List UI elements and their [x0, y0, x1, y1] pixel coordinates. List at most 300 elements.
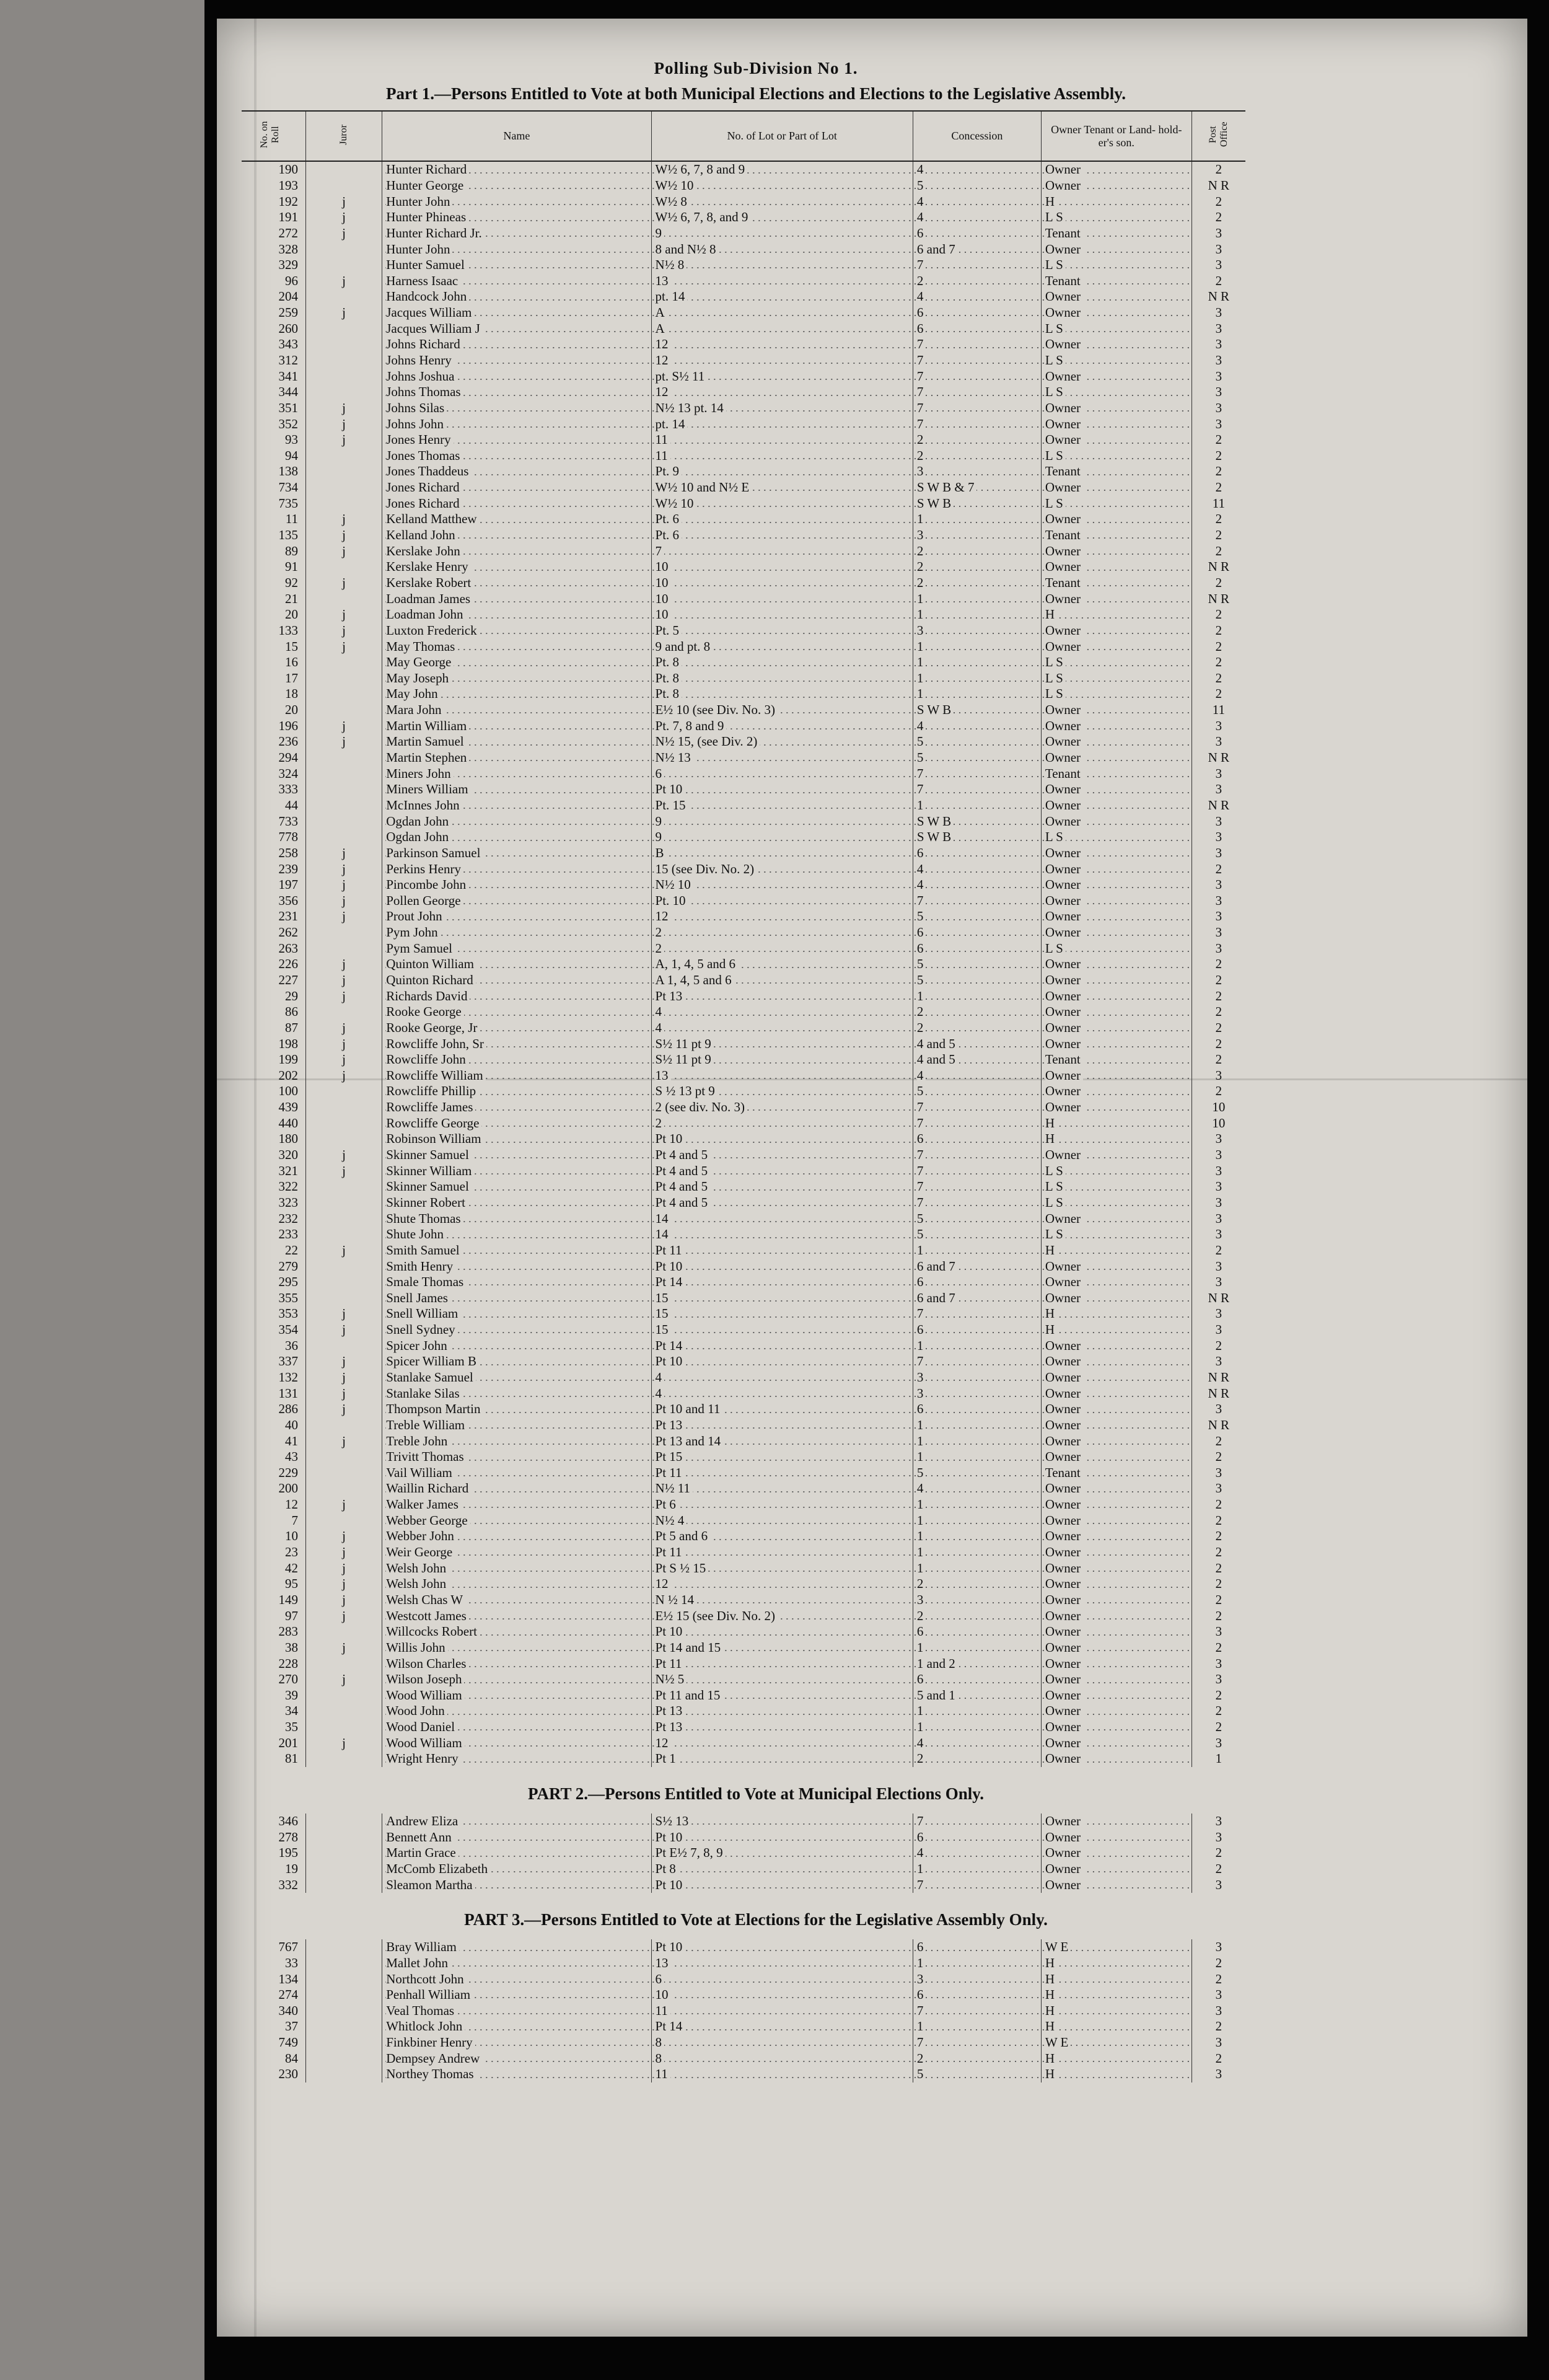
- post-office: 3: [1191, 813, 1245, 829]
- part2-table: [242, 1814, 1245, 1893]
- table-row: [242, 1528, 1245, 1545]
- juror-mark: [305, 750, 382, 766]
- juror-mark: [305, 2003, 382, 2019]
- roll-number: 133: [278, 622, 298, 638]
- lot-number: 13: [651, 273, 913, 289]
- owner-status: H: [1041, 1987, 1191, 2003]
- lot-number: N½ 4: [651, 1512, 913, 1528]
- lot-number: N½ 13 pt. 14: [651, 400, 913, 416]
- owner-status: L S: [1041, 320, 1191, 337]
- roll-number: 138: [278, 464, 298, 479]
- owner-status: Owner: [1041, 591, 1191, 607]
- lot-number: Pt 13 and 14: [651, 1433, 913, 1449]
- concession: 4: [913, 209, 1041, 226]
- juror-mark: [305, 2019, 382, 2035]
- owner-status: Owner: [1041, 623, 1191, 639]
- juror-mark: [305, 1481, 382, 1497]
- owner-status: Owner: [1041, 1814, 1191, 1830]
- roll-number: 341: [278, 368, 298, 384]
- owner-status: Owner: [1041, 1020, 1191, 1036]
- table-row: [242, 1719, 1245, 1735]
- juror-mark: [305, 591, 382, 607]
- lot-number: 10: [651, 575, 913, 591]
- lot-number: Pt. 6: [651, 527, 913, 544]
- owner-status: Owner: [1041, 161, 1191, 178]
- lot-number: Pt 1: [651, 1751, 913, 1767]
- table-row: [242, 1322, 1245, 1338]
- voter-name: Vail William: [382, 1465, 651, 1481]
- juror-mark: [305, 1751, 382, 1767]
- juror-mark: [305, 1465, 382, 1481]
- roll-number: 328: [278, 241, 298, 257]
- voter-name: Jones Richard: [382, 480, 651, 496]
- roll-number: 321: [278, 1163, 298, 1178]
- voter-name: Andrew Eliza: [382, 1814, 651, 1830]
- table-row: [242, 1955, 1245, 1972]
- juror-mark: [305, 1987, 382, 2003]
- table-row: [242, 1608, 1245, 1624]
- concession: 7: [913, 1147, 1041, 1163]
- juror-mark: j: [305, 623, 382, 639]
- voter-name: Bray William: [382, 1939, 651, 1955]
- lot-number: Pt 11: [651, 1243, 913, 1259]
- post-office: 3: [1191, 1481, 1245, 1497]
- lot-number: Pt 10: [651, 1829, 913, 1845]
- concession: 6: [913, 1131, 1041, 1147]
- lot-number: 10: [651, 591, 913, 607]
- juror-mark: [305, 2050, 382, 2066]
- concession: 4: [913, 161, 1041, 178]
- voter-name: Jones Thaddeus: [382, 464, 651, 480]
- post-office: 3: [1191, 1672, 1245, 1688]
- owner-status: Owner: [1041, 1845, 1191, 1861]
- roll-number: 232: [278, 1210, 298, 1226]
- lot-number: A: [651, 320, 913, 337]
- juror-mark: j: [305, 1560, 382, 1576]
- roll-number: 19: [284, 1861, 298, 1876]
- table-row: [242, 1512, 1245, 1528]
- owner-status: Owner: [1041, 1560, 1191, 1576]
- roll-number: 36: [284, 1338, 298, 1353]
- roll-number: 355: [278, 1290, 298, 1305]
- lot-number: 2: [651, 925, 913, 941]
- owner-status: L S: [1041, 1163, 1191, 1179]
- voter-name: Treble John: [382, 1433, 651, 1449]
- lot-number: Pt 11: [651, 1545, 913, 1561]
- post-office: 2: [1191, 671, 1245, 687]
- voter-name: Smith Samuel: [382, 1243, 651, 1259]
- table-row: [242, 607, 1245, 623]
- juror-mark: j: [305, 638, 382, 654]
- table-row: [242, 1735, 1245, 1751]
- table-row: [242, 1083, 1245, 1100]
- table-row: [242, 1672, 1245, 1688]
- roll-number: 262: [278, 925, 298, 940]
- owner-status: Owner: [1041, 1147, 1191, 1163]
- juror-mark: j: [305, 527, 382, 544]
- concession: 6 and 7: [913, 1290, 1041, 1306]
- juror-mark: j: [305, 400, 382, 416]
- table-row: [242, 241, 1245, 257]
- table-row: [242, 1939, 1245, 1955]
- juror-mark: j: [305, 972, 382, 989]
- owner-status: Owner: [1041, 1083, 1191, 1100]
- lot-number: Pt. 5: [651, 623, 913, 639]
- lot-number: Pt. 8: [651, 686, 913, 702]
- juror-mark: [305, 1512, 382, 1528]
- lot-number: 9 and pt. 8: [651, 638, 913, 654]
- juror-mark: j: [305, 861, 382, 877]
- concession: 2: [913, 1751, 1041, 1767]
- voter-name: Luxton Frederick: [382, 623, 651, 639]
- post-office: 2: [1191, 654, 1245, 671]
- table-row: [242, 638, 1245, 654]
- col-name: Name: [382, 111, 651, 161]
- post-office: 3: [1191, 1179, 1245, 1195]
- juror-mark: [305, 464, 382, 480]
- voter-name: Treble William: [382, 1417, 651, 1434]
- roll-number: 351: [278, 400, 298, 415]
- owner-status: L S: [1041, 1179, 1191, 1195]
- voter-name: Snell William: [382, 1306, 651, 1322]
- lot-number: 11: [651, 448, 913, 464]
- juror-mark: j: [305, 1243, 382, 1259]
- post-office: 2: [1191, 1004, 1245, 1020]
- concession: 5: [913, 956, 1041, 972]
- voter-name: Jones Richard: [382, 495, 651, 511]
- lot-number: Pt 10: [651, 1624, 913, 1640]
- table-row: [242, 416, 1245, 432]
- post-office: 2: [1191, 638, 1245, 654]
- post-office: 3: [1191, 1163, 1245, 1179]
- table-row: [242, 702, 1245, 718]
- table-row: [242, 2066, 1245, 2082]
- table-row: [242, 1576, 1245, 1592]
- juror-mark: [305, 1955, 382, 1972]
- voter-name: Wright Henry: [382, 1751, 651, 1767]
- juror-mark: [305, 1179, 382, 1195]
- voter-name: Loadman James: [382, 591, 651, 607]
- part2-heading: PART 2.—Persons Entitled to Vote at Municipal Elections Only.: [527, 1784, 985, 1803]
- owner-status: L S: [1041, 686, 1191, 702]
- owner-status: Owner: [1041, 178, 1191, 194]
- table-row: [242, 909, 1245, 925]
- owner-status: Owner: [1041, 289, 1191, 305]
- voter-name: Willis John: [382, 1640, 651, 1656]
- owner-status: L S: [1041, 940, 1191, 956]
- owner-status: L S: [1041, 671, 1191, 687]
- post-office: 3: [1191, 734, 1245, 750]
- roll-number: 274: [278, 1987, 298, 2003]
- juror-mark: j: [305, 1370, 382, 1386]
- lot-number: Pt. 8: [651, 671, 913, 687]
- concession: 1: [913, 671, 1041, 687]
- table-row: [242, 1545, 1245, 1561]
- lot-number: 9: [651, 226, 913, 242]
- owner-status: Owner: [1041, 813, 1191, 829]
- post-office: 2: [1191, 193, 1245, 209]
- owner-status: Owner: [1041, 1274, 1191, 1290]
- concession: 7: [913, 765, 1041, 782]
- owner-status: Owner: [1041, 1258, 1191, 1274]
- voter-name: Veal Thomas: [382, 2003, 651, 2019]
- table-row: [242, 2019, 1245, 2035]
- juror-mark: j: [305, 1735, 382, 1751]
- roll-number: 323: [278, 1194, 298, 1210]
- owner-status: Owner: [1041, 1370, 1191, 1386]
- post-office: 3: [1191, 1354, 1245, 1370]
- lot-number: Pt 6: [651, 1497, 913, 1513]
- owner-status: H: [1041, 2003, 1191, 2019]
- concession: 6: [913, 845, 1041, 862]
- table-row: [242, 1465, 1245, 1481]
- voter-name: Stanlake Silas: [382, 1385, 651, 1401]
- lot-number: Pt 14: [651, 1274, 913, 1290]
- post-office: N R: [1191, 591, 1245, 607]
- voter-name: Snell Sydney: [382, 1322, 651, 1338]
- post-office: 2: [1191, 1971, 1245, 1987]
- table-row: [242, 1258, 1245, 1274]
- table-row: [242, 1354, 1245, 1370]
- post-office: 10: [1191, 1115, 1245, 1131]
- concession: 5 and 1: [913, 1688, 1041, 1704]
- voter-name: Hunter Richard Jr.: [382, 226, 651, 242]
- post-office: 3: [1191, 1939, 1245, 1955]
- concession: 4 and 5: [913, 1052, 1041, 1068]
- concession: 2: [913, 543, 1041, 559]
- lot-number: Pt 13: [651, 1703, 913, 1719]
- juror-mark: j: [305, 1528, 382, 1545]
- concession: 4: [913, 1735, 1041, 1751]
- owner-status: Owner: [1041, 305, 1191, 321]
- table-row: [242, 320, 1245, 337]
- roll-number: 97: [284, 1608, 298, 1623]
- juror-mark: [305, 1845, 382, 1861]
- voter-name: Hunter John: [382, 241, 651, 257]
- concession: 1 and 2: [913, 1655, 1041, 1672]
- lot-number: N½ 11: [651, 1481, 913, 1497]
- juror-mark: j: [305, 1608, 382, 1624]
- concession: 5: [913, 1210, 1041, 1227]
- voter-name: Trivitt Thomas: [382, 1449, 651, 1465]
- lot-number: Pt 4 and 5: [651, 1195, 913, 1211]
- lot-number: W½ 10: [651, 178, 913, 194]
- concession: 6: [913, 1274, 1041, 1290]
- roll-number: 11: [285, 511, 298, 527]
- lot-number: 13: [651, 1068, 913, 1084]
- table-row: [242, 925, 1245, 941]
- concession: 7: [913, 337, 1041, 353]
- juror-mark: [305, 2035, 382, 2051]
- lot-number: 10: [651, 1987, 913, 2003]
- concession: 6: [913, 226, 1041, 242]
- juror-mark: [305, 654, 382, 671]
- owner-status: L S: [1041, 1227, 1191, 1243]
- voter-name: Martin Samuel: [382, 734, 651, 750]
- roll-number: 135: [278, 527, 298, 543]
- concession: 4: [913, 1068, 1041, 1084]
- concession: 6: [913, 305, 1041, 321]
- post-office: N R: [1191, 178, 1245, 194]
- owner-status: Tenant: [1041, 273, 1191, 289]
- concession: 1: [913, 1449, 1041, 1465]
- lot-number: 12: [651, 384, 913, 400]
- table-row: [242, 2050, 1245, 2066]
- post-office: 2: [1191, 448, 1245, 464]
- post-office: 3: [1191, 1306, 1245, 1322]
- owner-status: Owner: [1041, 1545, 1191, 1561]
- owner-status: Owner: [1041, 1401, 1191, 1417]
- post-office: 3: [1191, 226, 1245, 242]
- owner-status: Owner: [1041, 1751, 1191, 1767]
- juror-mark: j: [305, 1306, 382, 1322]
- concession: 2: [913, 1020, 1041, 1036]
- concession: 4: [913, 718, 1041, 734]
- owner-status: L S: [1041, 257, 1191, 273]
- roll-number: 192: [278, 193, 298, 209]
- roll-number: 96: [284, 273, 298, 288]
- concession: 7: [913, 1163, 1041, 1179]
- owner-status: Tenant: [1041, 1052, 1191, 1068]
- lot-number: 15: [651, 1306, 913, 1322]
- table-row: [242, 591, 1245, 607]
- col-post-office: Post Office: [1191, 111, 1245, 161]
- owner-status: Tenant: [1041, 1465, 1191, 1481]
- juror-mark: [305, 448, 382, 464]
- voter-name: Johns Henry: [382, 353, 651, 369]
- table-row: [242, 1829, 1245, 1845]
- roll-number: 199: [278, 1052, 298, 1067]
- owner-status: L S: [1041, 448, 1191, 464]
- post-office: 2: [1191, 464, 1245, 480]
- owner-status: Owner: [1041, 1592, 1191, 1608]
- concession: 7: [913, 353, 1041, 369]
- owner-status: Owner: [1041, 1735, 1191, 1751]
- table-row: [242, 1987, 1245, 2003]
- lot-number: 12: [651, 1735, 913, 1751]
- roll-number: 286: [278, 1401, 298, 1417]
- roll-number: 346: [278, 1814, 298, 1829]
- roll-number: 295: [278, 1274, 298, 1290]
- juror-mark: [305, 1083, 382, 1100]
- voter-name: Skinner Samuel: [382, 1179, 651, 1195]
- post-office: 3: [1191, 909, 1245, 925]
- table-row: [242, 1036, 1245, 1052]
- owner-status: Tenant: [1041, 464, 1191, 480]
- table-row: [242, 527, 1245, 544]
- lot-number: pt. 14: [651, 416, 913, 432]
- juror-mark: j: [305, 1020, 382, 1036]
- post-office: 2: [1191, 1608, 1245, 1624]
- juror-mark: [305, 1274, 382, 1290]
- table-row: [242, 1497, 1245, 1513]
- juror-mark: [305, 1417, 382, 1434]
- roll-number: 440: [278, 1115, 298, 1130]
- juror-mark: j: [305, 193, 382, 209]
- post-office: 2: [1191, 956, 1245, 972]
- post-office: N R: [1191, 289, 1245, 305]
- table-row: [242, 1290, 1245, 1306]
- lot-number: Pt 11: [651, 1465, 913, 1481]
- owner-status: Owner: [1041, 798, 1191, 814]
- owner-status: Owner: [1041, 909, 1191, 925]
- table-row: [242, 734, 1245, 750]
- post-office: 2: [1191, 1243, 1245, 1259]
- concession: 5: [913, 1227, 1041, 1243]
- owner-status: Owner: [1041, 1576, 1191, 1592]
- lot-number: E½ 10 (see Div. No. 3): [651, 702, 913, 718]
- table-row: [242, 575, 1245, 591]
- lot-number: Pt 8: [651, 1861, 913, 1877]
- table-row: [242, 956, 1245, 972]
- roll-number: 294: [278, 750, 298, 765]
- col-no-on-roll: No. on Roll: [242, 111, 305, 161]
- lot-number: Pt 15: [651, 1449, 913, 1465]
- owner-status: H: [1041, 2050, 1191, 2066]
- lot-number: Pt 10: [651, 782, 913, 798]
- roll-number: 196: [278, 718, 298, 733]
- roll-number: 320: [278, 1147, 298, 1163]
- roll-number: 29: [284, 988, 298, 1003]
- roll-number: 23: [284, 1545, 298, 1560]
- table-row: [242, 1147, 1245, 1163]
- owner-status: Owner: [1041, 1829, 1191, 1845]
- roll-number: 231: [278, 909, 298, 924]
- juror-mark: [305, 1115, 382, 1131]
- juror-mark: j: [305, 432, 382, 448]
- table-row: [242, 1052, 1245, 1068]
- owner-status: Owner: [1041, 972, 1191, 989]
- voter-name: Jacques William: [382, 305, 651, 321]
- roll-number: 37: [284, 2019, 298, 2034]
- roll-number: 439: [278, 1100, 298, 1115]
- roll-number: 259: [278, 305, 298, 320]
- lot-number: W½ 10 and N½ E: [651, 480, 913, 496]
- concession: 5: [913, 1465, 1041, 1481]
- lot-number: 9: [651, 829, 913, 845]
- post-office: 3: [1191, 1814, 1245, 1830]
- owner-status: Owner: [1041, 845, 1191, 862]
- juror-mark: [305, 1338, 382, 1354]
- roll-number: 18: [284, 686, 298, 702]
- concession: 1: [913, 686, 1041, 702]
- voter-name: Smale Thomas: [382, 1274, 651, 1290]
- owner-status: L S: [1041, 829, 1191, 845]
- post-office: 3: [1191, 829, 1245, 845]
- roll-number: 190: [278, 162, 298, 177]
- voter-name: Ogdan John: [382, 813, 651, 829]
- juror-mark: [305, 1861, 382, 1877]
- owner-status: Owner: [1041, 1449, 1191, 1465]
- voter-name: Loadman John: [382, 607, 651, 623]
- owner-status: W E: [1041, 1939, 1191, 1955]
- roll-number: 44: [284, 797, 298, 813]
- table-row: [242, 718, 1245, 734]
- juror-mark: [305, 241, 382, 257]
- concession: 1: [913, 1433, 1041, 1449]
- post-office: 3: [1191, 2066, 1245, 2082]
- concession: 1: [913, 1703, 1041, 1719]
- voter-name: Richards David: [382, 988, 651, 1004]
- table-row: [242, 1433, 1245, 1449]
- voter-name: Parkinson Samuel: [382, 845, 651, 862]
- voter-name: Willcocks Robert: [382, 1624, 651, 1640]
- juror-mark: j: [305, 877, 382, 893]
- lot-number: 7: [651, 543, 913, 559]
- lot-number: Pt. 8: [651, 654, 913, 671]
- concession: 1: [913, 1497, 1041, 1513]
- roll-number: 149: [278, 1592, 298, 1607]
